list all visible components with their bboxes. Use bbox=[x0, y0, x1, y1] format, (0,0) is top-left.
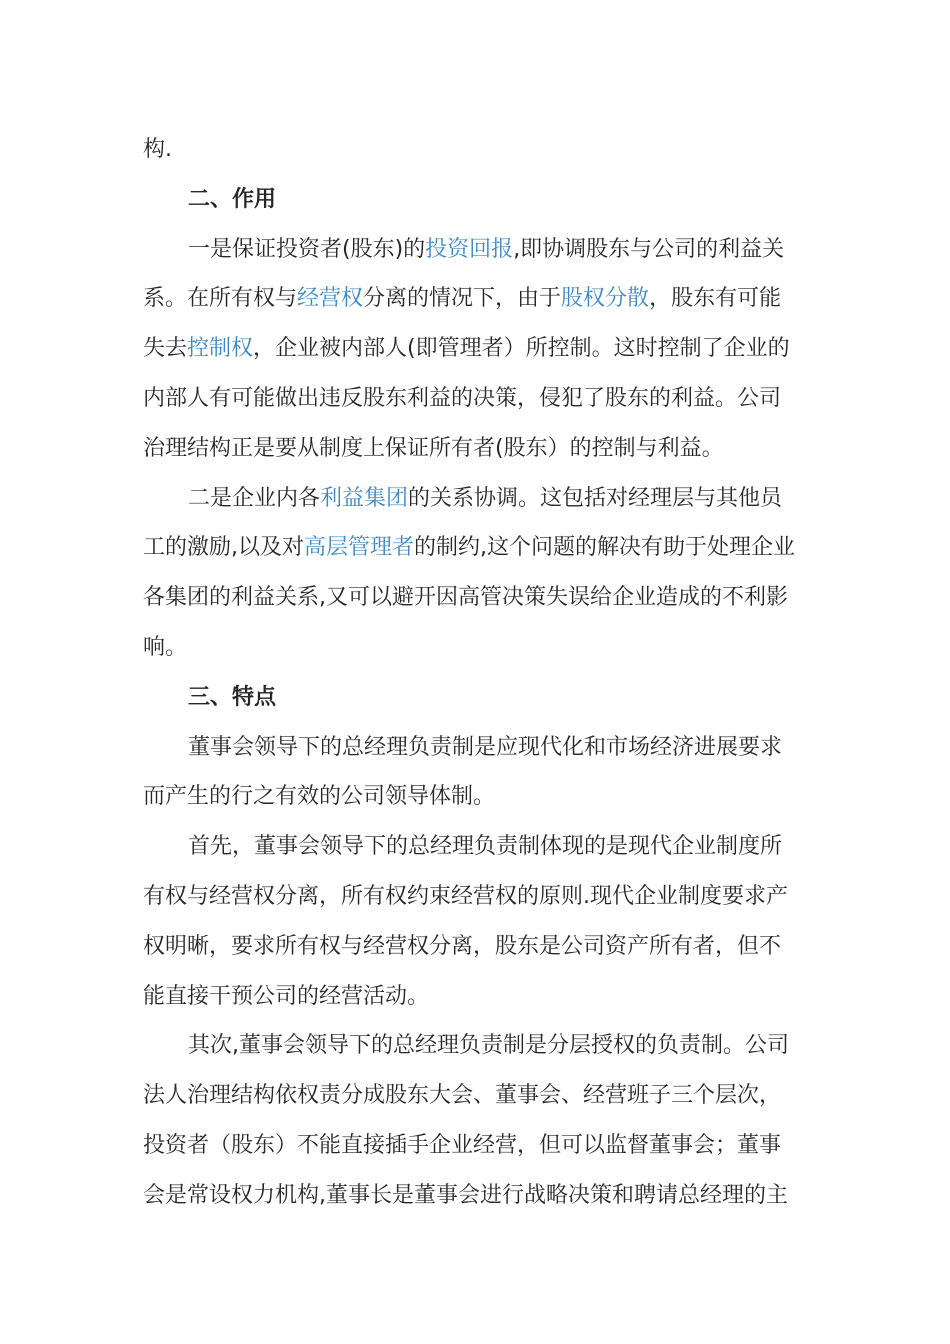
text-segment: 能直接干预公司的经营活动。 bbox=[143, 983, 430, 1009]
text-segment: 响。 bbox=[143, 634, 188, 660]
paragraph-line bbox=[143, 324, 808, 374]
paragraph-line bbox=[143, 1171, 808, 1221]
text-segment: 二、作用 bbox=[188, 186, 277, 212]
text-segment: 系。在所有权与 bbox=[143, 286, 298, 312]
text-segment: 失去 bbox=[143, 336, 188, 362]
paragraph-line bbox=[143, 523, 808, 573]
paragraph-line bbox=[143, 424, 808, 474]
paragraph-line bbox=[143, 1121, 808, 1171]
text-segment: 二是企业内各 bbox=[188, 485, 321, 511]
term-link[interactable]: 高层管理者 bbox=[304, 535, 415, 561]
text-segment: 首先，董事会领导下的总经理负责制体现的是现代企业制度所 bbox=[188, 834, 783, 860]
section-heading bbox=[143, 673, 808, 723]
paragraph-line bbox=[143, 723, 808, 773]
text-segment: 其次,董事会领导下的总经理负责制是分层授权的负责制。公司 bbox=[188, 1033, 789, 1059]
term-link[interactable]: 利益集团 bbox=[320, 485, 409, 511]
text-segment: 内部人有可能做出违反股东利益的决策，侵犯了股东的利益。公司 bbox=[143, 385, 782, 411]
text-segment: 的制约,这个问题的解决有助于处理企业 bbox=[414, 535, 796, 561]
paragraph-line bbox=[143, 1021, 808, 1071]
document-page bbox=[143, 125, 808, 1221]
text-segment: 工的激励,以及对 bbox=[143, 535, 304, 561]
text-segment: 有权与经营权分离，所有权约束经营权的原则.现代企业制度要求产 bbox=[143, 883, 788, 909]
section-heading bbox=[143, 175, 808, 225]
paragraph-line bbox=[143, 274, 808, 324]
text-segment: 而产生的行之有效的公司领导体制。 bbox=[143, 784, 496, 810]
text-segment: 投资者（股东）不能直接插手企业经营，但可以监督董事会；董事 bbox=[143, 1132, 782, 1158]
text-segment: 治理结构正是要从制度上保证所有者(股东）的控制与利益。 bbox=[143, 435, 724, 461]
paragraph-line bbox=[143, 822, 808, 872]
term-link[interactable]: 投资回报 bbox=[425, 236, 514, 262]
text-segment: 三、特点 bbox=[188, 684, 277, 710]
paragraph-line bbox=[143, 772, 808, 822]
paragraph-line bbox=[143, 1071, 808, 1121]
paragraph-line bbox=[143, 573, 808, 623]
text-segment: 各集团的利益关系,又可以避开因高管决策失误给企业造成的不利影 bbox=[143, 585, 788, 611]
text-segment: 一是保证投资者(股东)的 bbox=[188, 236, 426, 262]
text-segment: ，股东有可能 bbox=[649, 286, 782, 312]
paragraph-line bbox=[143, 972, 808, 1022]
paragraph-line bbox=[143, 474, 808, 524]
paragraph-line bbox=[143, 623, 808, 673]
text-segment: 权明晰，要求所有权与经营权分离，股东是公司资产所有者，但不 bbox=[143, 933, 782, 959]
paragraph-line bbox=[143, 872, 808, 922]
paragraph-line bbox=[143, 125, 808, 175]
text-segment: ，企业被内部人(即管理者）所控制。这时控制了企业的 bbox=[253, 336, 790, 362]
paragraph-line bbox=[143, 922, 808, 972]
term-link[interactable]: 股权分散 bbox=[561, 286, 650, 312]
term-link[interactable]: 经营权 bbox=[297, 286, 364, 312]
text-segment: 董事会领导下的总经理负责制是应现代化和市场经济进展要求 bbox=[188, 734, 783, 760]
text-segment: 分离的情况下，由于 bbox=[363, 286, 562, 312]
text-segment: 会是常设权力机构,董事长是董事会进行战略决策和聘请总经理的主 bbox=[143, 1182, 788, 1208]
text-segment: ,即协调股东与公司的利益关 bbox=[513, 236, 785, 262]
term-link[interactable]: 控制权 bbox=[187, 336, 254, 362]
text-segment: 构. bbox=[143, 137, 172, 162]
text-segment: 法人治理结构依权责分成股东大会、董事会、经营班子三个层次， bbox=[143, 1083, 782, 1109]
paragraph-line bbox=[143, 225, 808, 275]
paragraph-line bbox=[143, 374, 808, 424]
text-segment: 的关系协调。这包括对经理层与其他员 bbox=[408, 485, 783, 511]
